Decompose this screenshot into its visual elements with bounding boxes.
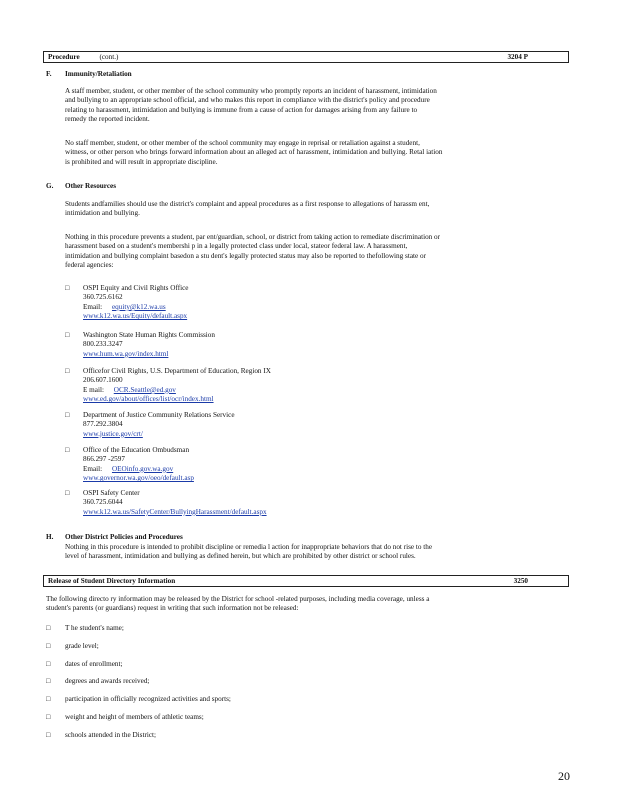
section-g-heading: G. Other Resources bbox=[46, 182, 117, 190]
url-link[interactable]: www.k12.wa.us/Equity/default.aspx bbox=[83, 312, 188, 321]
procedure-cont: (cont.) bbox=[99, 53, 119, 61]
url-link[interactable]: www.hum.wa.gov/index.html bbox=[83, 349, 169, 358]
checkbox-icon: □ bbox=[46, 713, 51, 721]
url-link[interactable]: www.ed.gov/about/offices/list/ocr/index.html bbox=[83, 395, 214, 404]
checkbox-icon: □ bbox=[46, 624, 51, 632]
section-h-paragraph: Nothing in this procedure is intended to prohibit discipline or remedia l action for inappropriate behaviors that do not rise to the level of harassment, intimidation and bullying as defined herein, but which are prohibited by other district or school rules. bbox=[65, 543, 433, 561]
checkbox-icon: □ bbox=[65, 489, 70, 497]
section-f-paragraph-1: A staff member, student, or other member of the school community who promptly reports an incident of harassment, intimidation and bullying to an appropriate school official, and who makes this report in compliance with the district's policy and procedure relating to harassment, intimidation and bullying is immune from a cause of action for damages arising from any failure to remedy the reported incident. bbox=[65, 87, 437, 124]
procedure-header bbox=[43, 51, 569, 63]
email-link[interactable]: OEOinfo.gov.wa.gov bbox=[111, 464, 174, 473]
checkbox-icon: □ bbox=[46, 695, 51, 703]
checkbox-icon: □ bbox=[46, 660, 51, 668]
section-h-title: Other District Policies and Procedures bbox=[65, 533, 183, 541]
checkbox-icon: □ bbox=[46, 731, 51, 739]
section-h-heading: H. Other District Policies and Procedures bbox=[46, 533, 183, 541]
url-link[interactable]: www.governor.wa.gov/oeo/default.asp bbox=[83, 474, 194, 483]
release-number: 3250 bbox=[513, 577, 528, 585]
section-f-heading: F. Immunity/Retaliation bbox=[46, 70, 132, 78]
email-link[interactable]: equity@k12.wa.us bbox=[111, 302, 166, 311]
section-f-paragraph-2: No staff member, student, or other member of the school community may engage in reprisal or retaliation against a student, witness, or other person who brings forward information about an alleged act of harassment, intimidation and bullying. Retal iation is prohibited and will result in appropriate discipline. bbox=[65, 139, 443, 166]
checkbox-icon: □ bbox=[46, 677, 51, 685]
email-link[interactable]: OCR.Seattle@ed.gov bbox=[113, 385, 176, 394]
section-g-title: Other Resources bbox=[65, 182, 117, 190]
procedure-number: 3204 P bbox=[507, 53, 528, 61]
section-g-paragraph-1: Students andfamilies should use the district's complaint and appeal procedures as a first response to allegations of harassm ent, intimidation and bullying. bbox=[65, 200, 430, 218]
checkbox-icon: □ bbox=[65, 411, 70, 419]
section-g-paragraph-2: Nothing in this procedure prevents a student, par ent/guardian, school, or district from taking action to remediate discrimination or harassment based on a student's membershi p in a legally protected class under local, stateor federal law. A harassment, intimidation and bullying complaint basedon a stu dent's legally protected status may also be reported to thefollowing state or federal agencies: bbox=[65, 233, 441, 270]
page-number: 20 bbox=[558, 769, 570, 783]
checkbox-icon: □ bbox=[46, 642, 51, 650]
checkbox-icon: □ bbox=[65, 446, 70, 454]
checkbox-icon: □ bbox=[65, 331, 70, 339]
checkbox-icon: □ bbox=[65, 367, 70, 375]
section-f-title: Immunity/Retaliation bbox=[65, 70, 132, 78]
release-intro: The following directo ry information may be released by the District for school -related purposes, including media coverage, unless a student's parents (or guardians) request in writing that such information not be released: bbox=[46, 595, 430, 613]
procedure-title: Procedure bbox=[48, 53, 80, 61]
release-title: Release of Student Directory Information bbox=[48, 577, 176, 585]
url-link[interactable]: www.justice.gov/crt/ bbox=[83, 429, 143, 438]
release-header bbox=[43, 575, 569, 587]
checkbox-icon: □ bbox=[65, 284, 70, 292]
url-link[interactable]: www.k12.wa.us/SafetyCenter/BullyingHarassment/default.aspx bbox=[83, 507, 267, 516]
